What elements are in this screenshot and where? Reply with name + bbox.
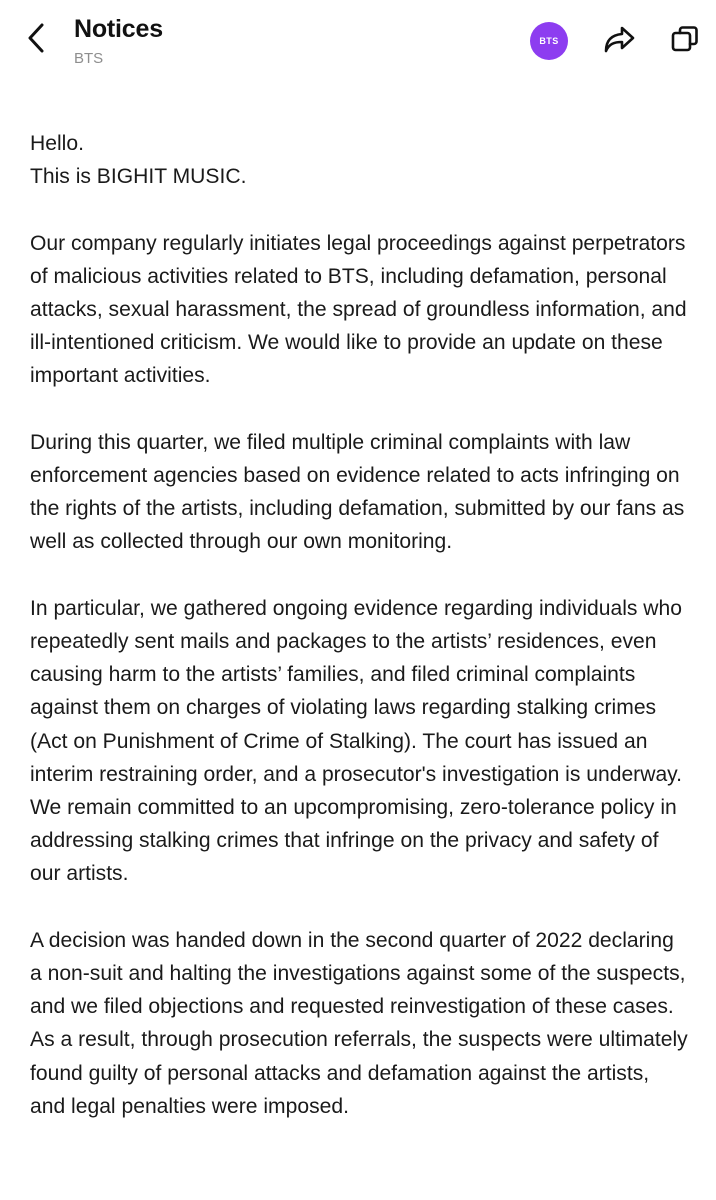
greeting-line: Hello.: [30, 132, 84, 155]
notice-paragraph: Our company regularly initiates legal proceedings against perpetrators of malicious activities related to BTS, including defamation, personal attacks, sexual harassment, the spread of groundless information, and ill-intentioned criticism. We would like to provide an update on these important activities.: [30, 231, 687, 388]
chevron-left-icon: [24, 21, 48, 60]
notice-paragraph: In particular, we gathered ongoing evidence regarding individuals who repeatedly sent mails and packages to the artists’ residences, even causing harm to the artists’ families, and filed criminal complaints against them on charges of violating laws regarding stalking crimes (Act on Punishment of Crime of Stalking). The court has issued an interim restraining order, and a prosecutor's investigation is underway. We remain committed to an upcompromising, zero-tolerance policy in addressing stalking crimes that infringe on the privacy and safety of our artists.: [30, 596, 683, 886]
copy-button[interactable]: [665, 22, 705, 60]
avatar[interactable]: BTS: [530, 22, 568, 60]
page-title: Notices: [74, 15, 163, 43]
intro-line: This is BIGHIT MUSIC.: [30, 165, 247, 189]
notice-greeting: [30, 127, 690, 193]
back-button[interactable]: [18, 22, 54, 58]
copy-icon: [669, 23, 701, 60]
share-button[interactable]: [600, 22, 640, 60]
header-title-group: [74, 14, 454, 68]
channel-name: BTS: [74, 50, 104, 67]
notice-paragraph: A decision was handed down in the second quarter of 2022 declaring a non-suit and halting the investigations against some of the suspects, and we filed objections and requested reinvestigation of these cases. As a result, through prosecution referrals, the suspects were ultimately found guilty of personal attacks and defamation against the artists, and legal penalties were imposed.: [30, 928, 688, 1118]
top-bar: [0, 0, 716, 90]
share-arrow-icon: [602, 24, 638, 59]
notice-body: [30, 127, 690, 1123]
notice-paragraph: During this quarter, we filed multiple criminal complaints with law enforcement agencies based on evidence related to acts infringing on the rights of the artists, including defamation, submitted by our fans as well as collected through our own monitoring.: [30, 430, 685, 554]
